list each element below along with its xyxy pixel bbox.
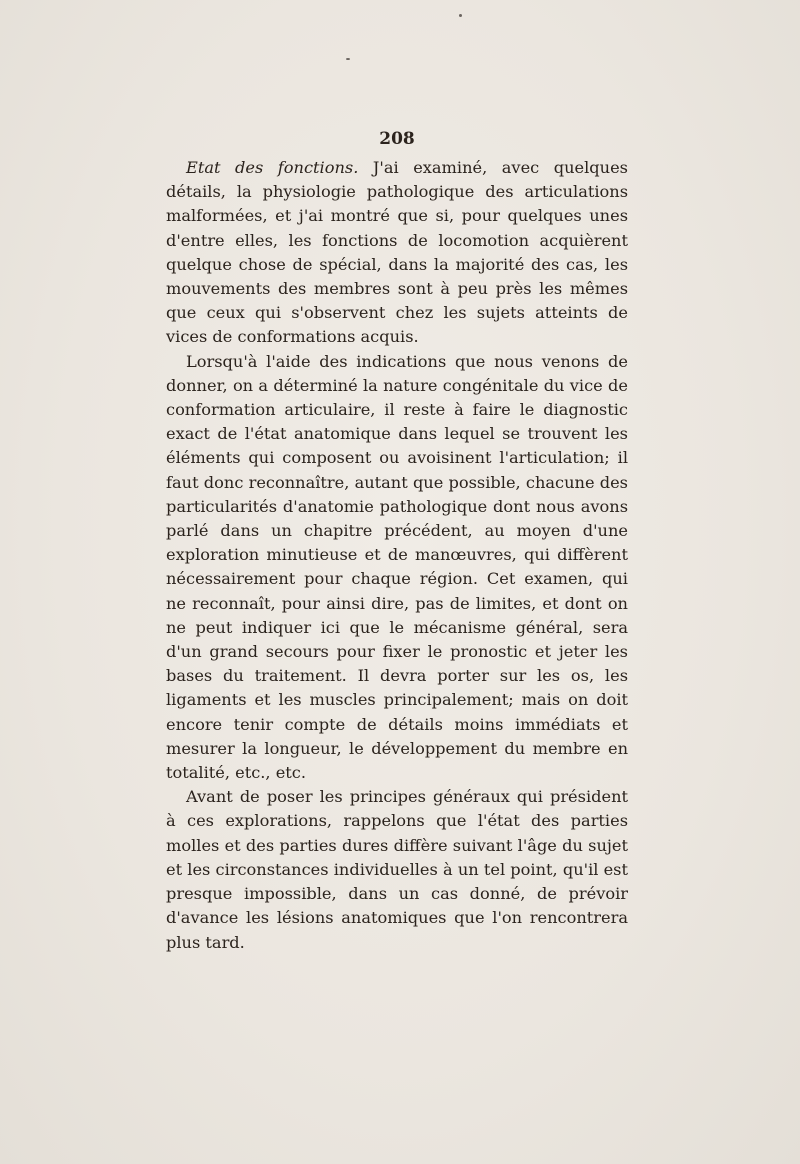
text-column (166, 124, 628, 955)
paragraph-diagnostic: Lorsqu'à l'aide des indications que nous venons de donner, on a déterminé la nature congénitale du vice de conformation articulaire, il reste à faire le diagnostic exact de l'état anatomique dans lequel se trouvent les éléments qui composent ou avoisinent l'articulation; il faut donc reconnaître, autant que possible, chacune des particularités d'anatomie pathologique dont nous avons parlé dans un chapitre précédent, au moyen d'une exploration minutieuse et de manœuvres, qui diffèrent nécessairement pour chaque région. Cet examen, qui ne reconnaît, pour ainsi dire, pas de limites, et dont on ne peut indiquer ici que le mécanisme général, sera d'un grand secours pour fixer le pronostic et jeter les bases du traitement. Il devra porter sur les os, les ligaments et les muscles principalement; mais on doit encore tenir compte de détails moins immédiats et mesurer la longueur, le développement du membre en totalité, etc., etc. (166, 351, 628, 783)
page-number: 208 (379, 129, 415, 149)
paper-speck (459, 14, 462, 17)
paragraph-heading: Etat des fonctions. (186, 158, 359, 177)
paragraph-etat-des-fonctions (166, 156, 628, 350)
paper-speck (346, 58, 350, 60)
paragraph-text: J'ai examiné, avec quelques détails, la physiologie pathologique des articulations malformées, et j'ai montré que si, pour quelques unes d'entre elles, les fonctions de locomotion acquièrent quelque chose de spécial, dans la majorité des cas, les mouvements des membres sont à peu près les mêmes que ceux qui s'observent chez les sujets atteints de vices de conformations acquis. (166, 158, 628, 347)
paragraph-explorations: Avant de poser les principes généraux qui président à ces explorations, rappelons que l'état des parties molles et des parties dures diffère suivant l'âge du sujet et les circonstances individuelles à un tel point, qu'il est presque impossible, dans un cas donné, de prévoir d'avance les lésions anatomiques que l'on rencontrera plus tard. (166, 787, 628, 952)
